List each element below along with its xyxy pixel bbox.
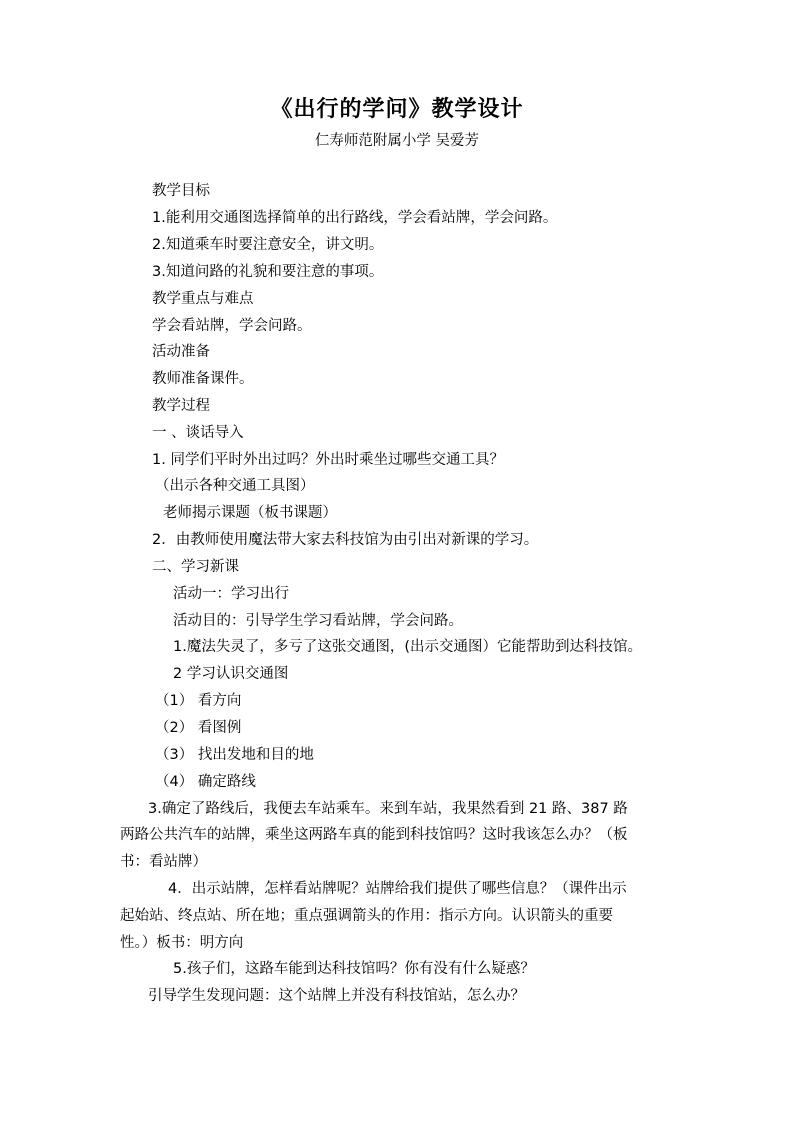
map-step-1: （1） 看方向 — [155, 693, 242, 709]
paragraph-3-line-1: 3.确定了路线后，我便去车站乘车。来到车站，我果然看到 21 路、387 路 — [148, 801, 628, 817]
map-step-4: （4） 确定路线 — [155, 774, 256, 790]
objective-item-1: 1.能利用交通图选择简单的出行路线，学会看站牌，学会问路。 — [152, 210, 558, 226]
activity-1-goal: 活动目的：引导学生学习看站牌，学会问路。 — [173, 613, 463, 629]
objective-item-3: 3.知道问路的礼貌和要注意的事项。 — [152, 264, 384, 280]
activity-1-step-1: 1.魔法失灵了，多亏了这张交通图，(出示交通图）它能帮助到达科技馆。 — [173, 639, 642, 655]
paragraph-4-line-3: 性。）板书：明方向 — [120, 935, 244, 951]
objective-item-2: 2.知道乘车时要注意安全，讲文明。 — [152, 237, 384, 253]
document-title: 《出行的学问》教学设计 — [270, 97, 524, 122]
paragraph-6: 引导学生发现问题：这个站牌上并没有科技馆站，怎么办？ — [148, 988, 525, 1004]
process-part-2-heading: 二、学习新课 — [152, 559, 239, 575]
section-heading-process: 教学过程 — [152, 398, 210, 414]
paragraph-4-line-1: 4．出示站牌，怎样看站牌呢？站牌给我们提供了哪些信息？（课件出示 — [168, 881, 627, 897]
activity-1-step-2: 2 学习认识交通图 — [173, 666, 289, 682]
process-step-2: 2．由教师使用魔法带大家去科技馆为由引出对新课的学习。 — [152, 532, 539, 548]
document-author: 仁寿师范附属小学 吴爱芳 — [314, 133, 480, 149]
preparation-text: 教师准备课件。 — [152, 371, 254, 387]
paragraph-3-line-2: 两路公共汽车的站牌，乘坐这两路车真的能到科技馆吗？这时我该怎么办？（板 — [120, 827, 628, 843]
section-heading-objectives: 教学目标 — [152, 183, 210, 199]
map-step-2: （2） 看图例 — [155, 720, 242, 736]
paragraph-4-line-2: 起始站、终点站、所在地；重点强调箭头的作用：指示方向。认识箭头的重要 — [120, 908, 613, 924]
process-step-1-note: （出示各种交通工具图） — [155, 478, 315, 494]
section-heading-preparation: 活动准备 — [152, 344, 210, 360]
process-step-1-title: 老师揭示课题（板书课题） — [163, 505, 337, 521]
activity-1-title: 活动一：学习出行 — [173, 586, 289, 602]
key-points-text: 学会看站牌，学会问路。 — [152, 318, 312, 334]
process-step-1: 1. 同学们平时外出过吗？外出时乘坐过哪些交通工具？ — [152, 452, 504, 468]
section-heading-key-points: 教学重点与难点 — [152, 291, 254, 307]
process-part-1-heading: 一 、谈话导入 — [152, 425, 244, 441]
paragraph-5: 5.孩子们，这路车能到达科技馆吗？你有没有什么疑惑？ — [173, 961, 535, 977]
paragraph-3-line-3: 书：看站牌） — [120, 854, 207, 870]
map-step-3: （3） 找出发地和目的地 — [155, 747, 314, 763]
